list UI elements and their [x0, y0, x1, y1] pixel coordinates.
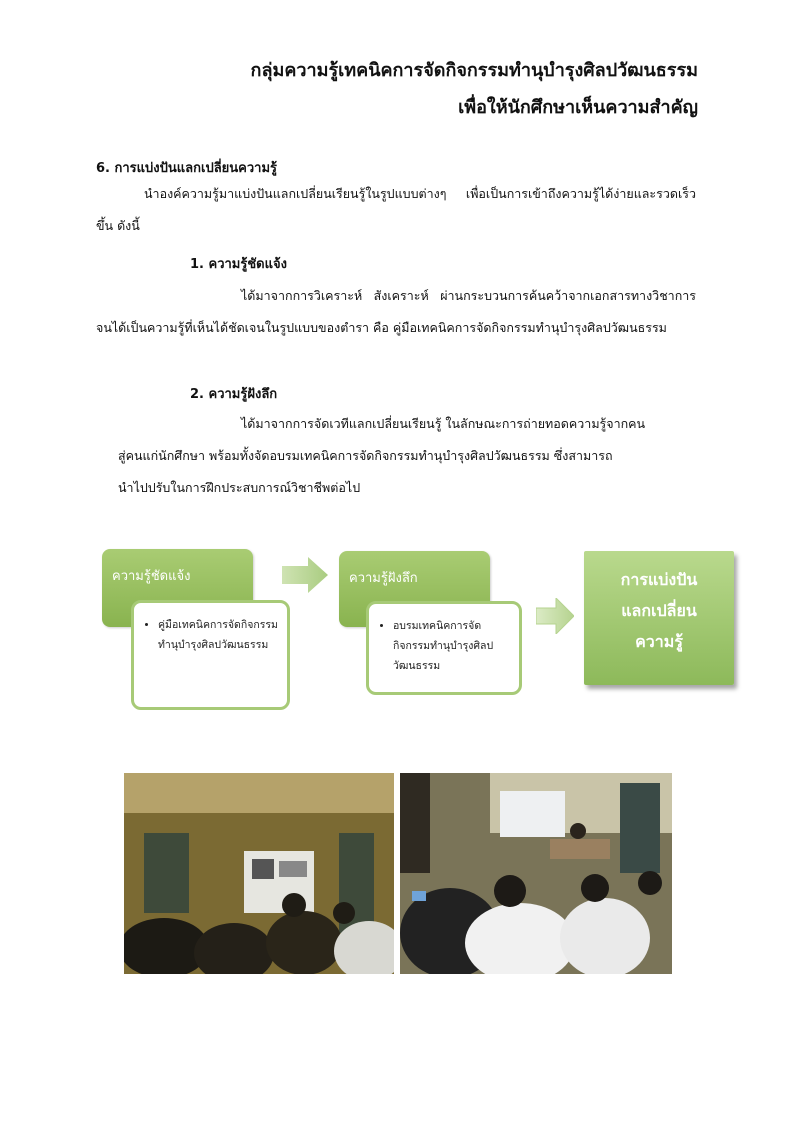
result-line-3: ความรู้	[635, 632, 683, 651]
tacit-line-3: นำไปปรับในการฝึกประสบการณ์วิชาชีพต่อไป	[118, 480, 361, 495]
tacit-knowledge-paragraph	[96, 408, 696, 504]
arrow-right-icon	[282, 557, 328, 593]
intro-paragraph: นำองค์ความรู้มาแบ่งปันแลกเปลี่ยนเรียนรู้ในรูปแบบต่างๆ เพื่อเป็นการเข้าถึงความรู้ได้ง่ายและรวดเร็วขึ้น ดังนี้	[96, 186, 696, 233]
header-title-line1: กลุ่มความรู้เทคนิคการจัดกิจกรรมทำนุบำรุงศิลปวัฒนธรรม	[250, 60, 698, 81]
arrow-right-icon	[536, 598, 574, 634]
tacit-detail-box	[366, 601, 522, 695]
result-line-2: แลกเปลี่ยน	[621, 601, 697, 620]
explicit-box-title: ความรู้ชัดแจ้ง	[112, 569, 191, 584]
result-line-1: การแบ่งปัน	[620, 570, 698, 589]
workshop-photo-right	[400, 773, 672, 974]
workshop-photo-left	[124, 773, 394, 974]
header-title-line2: เพื่อให้นักศึกษาเห็นความสำคัญ	[458, 97, 698, 118]
tacit-knowledge-heading: 2. ความรู้ฝังลึก	[190, 387, 278, 402]
section-title: 6. การแบ่งปันแลกเปลี่ยนความรู้	[96, 161, 278, 176]
explicit-knowledge-heading: 1. ความรู้ชัดแจ้ง	[190, 257, 287, 272]
tacit-line-1: ได้มาจากการจัดเวทีแลกเปลี่ยนเรียนรู้ ในลักษณะการถ่ายทอดความรู้จากคน	[241, 416, 646, 431]
tacit-detail-item: • อบรมเทคนิคการจัดกิจกรรมทำนุบำรุงศิลปวัฒนธรรม	[393, 616, 511, 676]
explicit-detail-item: • คู่มือเทคนิคการจัดกิจกรรมทำนุบำรุงศิลปวัฒนธรรม	[158, 615, 279, 655]
tacit-box-title: ความรู้ฝังลึก	[349, 571, 418, 586]
explicit-detail-box	[131, 600, 290, 710]
knowledge-sharing-result-box	[584, 551, 734, 685]
tacit-line-2: สู่คนแก่นักศึกษา พร้อมทั้งจัดอบรมเทคนิคการจัดกิจกรรมทำนุบำรุงศิลปวัฒนธรรม ซึ่งสามารถ	[118, 448, 613, 463]
document-header	[251, 52, 698, 126]
explicit-knowledge-paragraph: ได้มาจากการวิเคราะห์ สังเคราะห์ ผ่านกระบวนการค้นคว้าจากเอกสารทางวิชาการ จนได้เป็นความรู้ที่เห็นได้ชัดเจนในรูปแบบของตำรา คือ คู่มือเทคนิคการจัดกิจกรรมทำนุบำรุงศิลปวัฒนธรรม	[96, 288, 696, 335]
